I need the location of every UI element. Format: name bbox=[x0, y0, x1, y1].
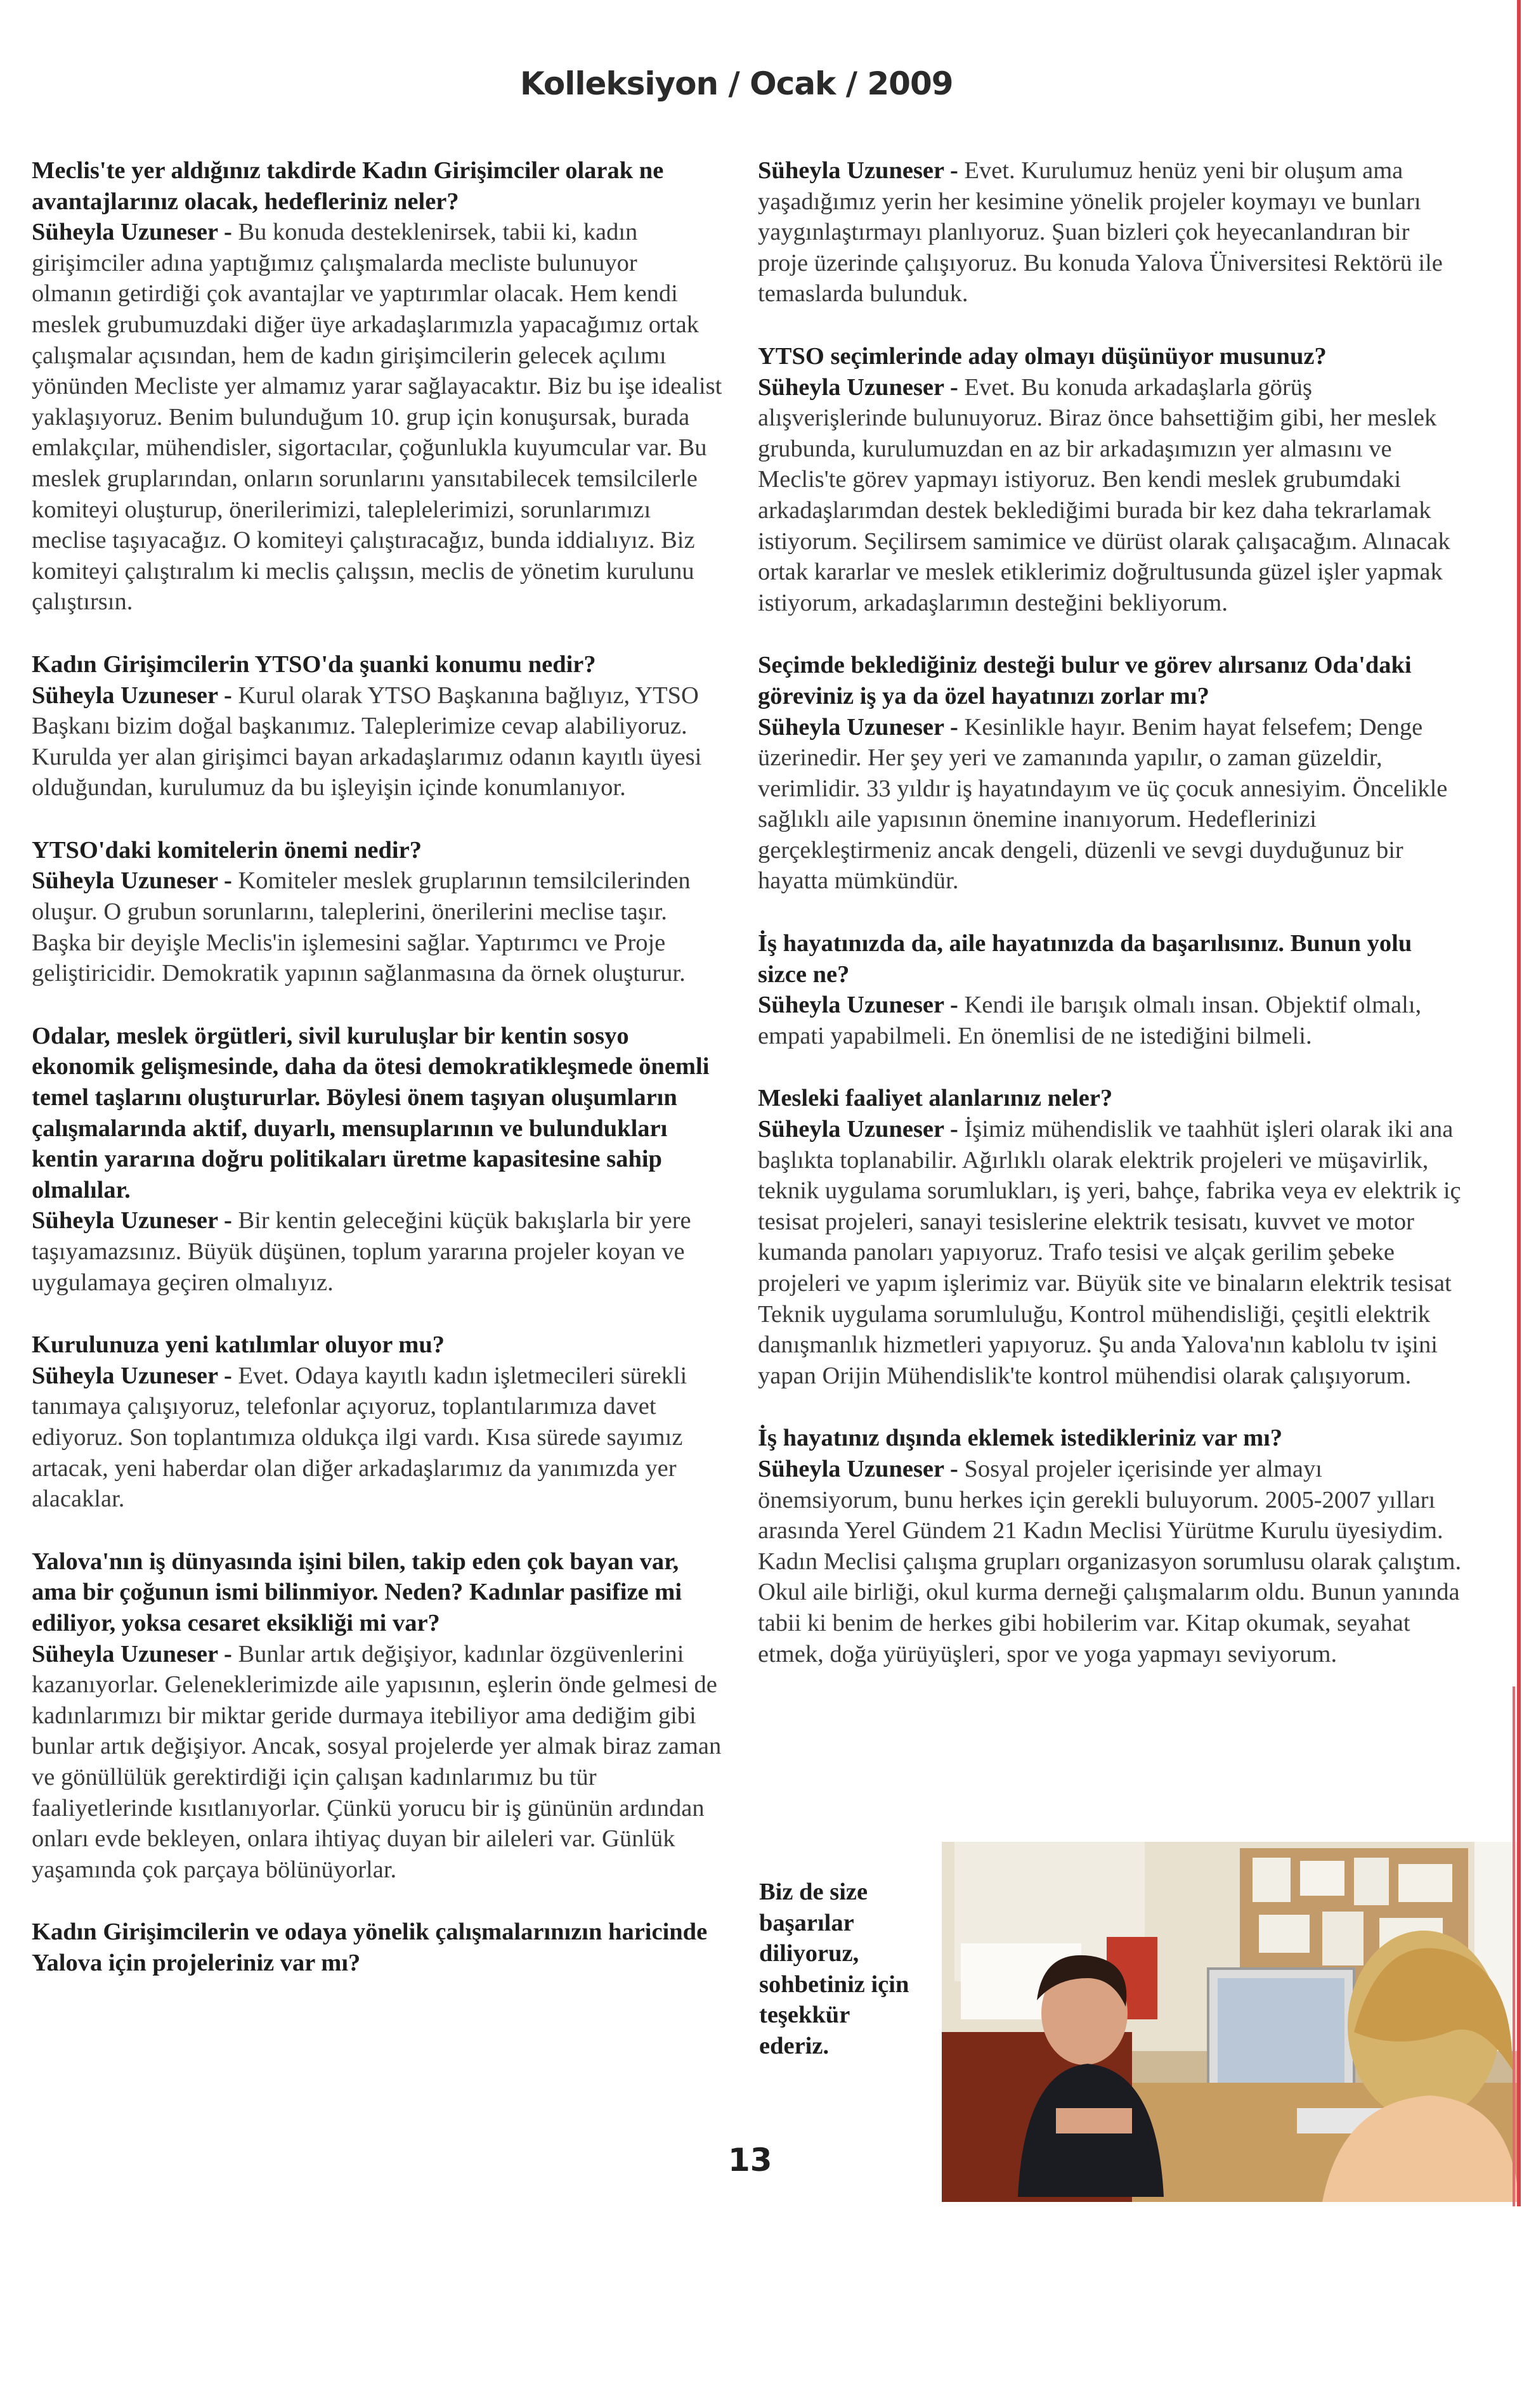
qa-block bbox=[758, 1423, 1465, 1669]
answer-text: Kurul olarak YTSO Başkanına bağlıyız, YTSO Başkanı bizim doğal başkanımız. Taleplerimize cevap alabiliyoruz. Kurulda yer alan girişimci bayan arkadaşlarımız odanın kayıtlı üyesi olduğundan, kurulumuz da bu işleyişin içinde konumlanıyor. bbox=[32, 682, 702, 801]
page-header: Kolleksiyon / Ocak / 2009 bbox=[520, 65, 953, 102]
qa-block bbox=[32, 155, 723, 618]
qa-block bbox=[758, 928, 1465, 1051]
question: İş hayatınız dışında eklemek istedikleriniz var mı? bbox=[758, 1425, 1283, 1452]
question: Kurulunuza yeni katılımlar oluyor mu? bbox=[32, 1331, 445, 1359]
answer bbox=[32, 680, 723, 803]
interview-photo bbox=[942, 1842, 1519, 2202]
speaker-name: Süheyla Uzuneser - bbox=[758, 713, 958, 741]
qa-block bbox=[32, 1546, 723, 1886]
answer bbox=[758, 1114, 1465, 1391]
question: Odalar, meslek örgütleri, sivil kuruluşlar bir kentin sosyo ekonomik gelişmesinde, daha da ötesi demokratikleşmede önemli temel taşlarını oluştururlar. Böylesi önem taşıyan oluşumların çalışmalarında aktif, duyarlı, mensuplarının ve bulundukları kentin yararına doğru politikaları üretme kapasitesine sahip olmalılar. bbox=[32, 1022, 710, 1203]
speaker-name: Süheyla Uzuneser - bbox=[758, 1455, 958, 1482]
answer-text: Bir kentin geleceğini küçük bakışlarla bir yere taşıyamazsınız. Büyük düşünen, toplum yararına projeler koyan ve uygulamaya geçiren olmalıyız. bbox=[32, 1207, 691, 1296]
speaker-name: Süheyla Uzuneser - bbox=[758, 373, 958, 401]
answer-text: Evet. Bu konuda arkadaşlarla görüş alışverişlerinde bulunuyoruz. Biraz önce bahsettiğim gibi, her meslek grubunda, kurulumuzdan en az bir arkadaşımızın yer almasını ve Meclis'te görev yapmayı istiyoruz. Ben kendi meslek grubumdaki arkadaşlarımdan destek beklediğimi burada bir kez daha tekrarlamak istiyorum. Seçilirsem samimice ve dürüst olarak çalışacağım. Alınacak ortak kararlar ve meslek etiklerimiz doğrultusunda güzel işler yapmak istiyorum, arkadaşlarımın desteğini bekliyorum. bbox=[758, 373, 1450, 616]
accent-rule bbox=[1517, 0, 1521, 2206]
qa-block bbox=[758, 341, 1465, 618]
answer-text: Kesinlikle hayır. Benim hayat felsefem; Denge üzerinedir. Her şey yeri ve zamanında yapılır, o zaman güzeldir, verimlidir. 33 yıldır iş hayatındayım ve üç çocuk annesiyim. Öncelikle sağlıklı aile yapısının önemine inanıyorum. Hedeflerinizi gerçekleştirmeniz ancak dengeli, düzenli ve sevgi duyduğunuz bir hayatta mümkündür. bbox=[758, 713, 1448, 895]
answer bbox=[758, 155, 1465, 309]
right-column bbox=[758, 155, 1465, 1701]
question: Mesleki faaliyet alanlarınız neler? bbox=[758, 1085, 1113, 1112]
speaker-name: Süheyla Uzuneser - bbox=[32, 682, 232, 709]
answer-text: Bunlar artık değişiyor, kadınlar özgüvenlerini kazanıyorlar. Geleneklerimizde aile yapısının, eşlerin önde gelmesi de kadınlarımızı bir miktar geride durmaya itebiliyor ama dediğim gibi bunlar artık değişiyor. Ancak, sosyal projelerde yer almak biraz zaman ve gönüllülük gerektirdiği için çalışan kadınlarımız bu tür faaliyetlerinde kısıtlanıyorlar. Çünkü yorucu bir iş gününün ardından onları evde bekleyen, onlara ihtiyaç duyan bir aileleri var. Günlük yaşamında çok parçaya bölünüyorlar. bbox=[32, 1640, 722, 1883]
answer-text: Evet. Odaya kayıtlı kadın işletmecileri sürekli tanımaya çalışıyoruz, telefonlar açıyoruz, toplantılarımıza davet ediyoruz. Son toplantımıza oldukça ilgi vardı. Kısa sürede sayımız artacak, yeni haberdar olan diğer arkadaşlarımız da yanımızda yer alacaklar. bbox=[32, 1362, 687, 1513]
qa-block bbox=[32, 1330, 723, 1515]
answer bbox=[758, 990, 1465, 1051]
qa-block bbox=[758, 1083, 1465, 1391]
speaker-name: Süheyla Uzuneser - bbox=[758, 157, 958, 184]
question: İş hayatınızda da, aile hayatınızda da başarılısınız. Bunun yolu sizce ne? bbox=[758, 930, 1412, 988]
answer bbox=[32, 217, 723, 618]
speaker-name: Süheyla Uzuneser - bbox=[758, 1116, 958, 1143]
speaker-name: Süheyla Uzuneser - bbox=[32, 219, 232, 246]
answer bbox=[758, 712, 1465, 897]
question: YTSO seçimlerinde aday olmayı düşünüyor musunuz? bbox=[758, 342, 1327, 370]
answer-text: Bu konuda desteklenirsek, tabii ki, kadın girişimciler adına yaptığımız çalışmalarda mecliste bulunuyor olmanın getirdiği çok avantajlar ve yaptırımlar olacak. Hem kendi meslek grubumuzdaki diğer üye arkadaşlarımızla yapacağımız ortak çalışmalar açısından, hem de kadın girişimcilerin gelecek açılımı yönünden Mecliste yer almamız yarar sağlayacaktır. Biz bu işe idealist yaklaşıyoruz. Benim bulunduğum 10. grup için konuşursak, burada emlakçılar, mühendisler, sigortacılar, çoğunlukla kuyumcular var. Bu meslek gruplarından, onların sorunlarını yansıtabilecek temsilcilerle komiteyi oluşturup, önerilerimizi, taleplelerimizi, sorunlarımızı meclise taşıyacağız. O komiteyi çalıştıracağız, bunda iddialıyız. Biz komiteyi çalıştıralım ki meclis çalışsın, meclis de yönetim kurulunu çalıştırsın. bbox=[32, 219, 722, 616]
question: Meclis'te yer aldığınız takdirde Kadın Girişimciler olarak ne avantajlarınız olacak, hedefleriniz neler? bbox=[32, 157, 664, 215]
qa-block bbox=[32, 1021, 723, 1298]
speaker-name: Süheyla Uzuneser - bbox=[32, 1207, 232, 1234]
qa-block bbox=[758, 155, 1465, 309]
qa-block bbox=[32, 835, 723, 989]
answer-text: Kendi ile barışık olmalı insan. Objektif olmalı, empati yapabilmeli. En önemlisi de ne istediğini bilmeli. bbox=[758, 992, 1422, 1049]
question: Seçimde beklediğiniz desteği bulur ve görev alırsanız Oda'daki göreviniz iş ya da özel hayatınızı zorlar mı? bbox=[758, 652, 1412, 709]
page-number: 13 bbox=[728, 2142, 772, 2178]
answer-text: Evet. Kurulumuz henüz yeni bir oluşum ama yaşadığımız yerin her kesimine yönelik projeler koymayı ve bunları yaygınlaştırmayı planlıyoruz. Şuan bizleri çok heyecanlandıran bir proje üzerinde çalışıyoruz. Bu konuda Yalova Üniversitesi Rektörü ile temaslarda bulunduk. bbox=[758, 157, 1443, 307]
accent-rule-secondary bbox=[1513, 1686, 1515, 2206]
answer-text: Sosyal projeler içerisinde yer almayı önemsiyorum, bunu herkes için gerekli buluyorum. 2005-2007 yılları arasında Yerel Gündem 21 Kadın Meclisi Yürütme Kurulu üyesiydim. Kadın Meclisi çalışma grupları organizasyon sorumlusu olarak çalıştım. Okul aile birliği, okul kurma derneği çalışmalarım oldu. Bunun yanında tabii ki benim de herkes gibi hobilerim var. Kitap okumak, seyahat etmek, doğa yürüyüşleri, spor ve yoga yapmayı seviyorum. bbox=[758, 1455, 1462, 1667]
answer bbox=[758, 372, 1465, 619]
answer-text: İşimiz mühendislik ve taahhüt işleri olarak iki ana başlıkta toplanabilir. Ağırlıklı olarak elektrik projeleri ve müşavirlik, teknik uygulama sorumlukları, iş yeri, bahçe, fabrika veya ev elektrik iç tesisat projeleri, sanayi tesislerine elektrik tesisatı, kuvvet ve motor kumanda panoları yapıyoruz. Trafo tesisi ve alçak gerilim şebeke projeleri ve yapım işlerimiz var. Büyük site ve binaların elektrik tesisat Teknik uygulama sorumluluğu, Kontrol mühendisliği, çeşitli elektrik danışmanlık hizmetleri yapıyoruz. Şu anda Yalova'nın kablolu tv işini yapan Orijin Mühendislik'te kontrol mühendisi olarak çalışıyorum. bbox=[758, 1116, 1461, 1389]
answer bbox=[32, 1205, 723, 1298]
speaker-name: Süheyla Uzuneser - bbox=[32, 1640, 232, 1667]
speaker-name: Süheyla Uzuneser - bbox=[758, 992, 958, 1019]
question: Kadın Girişimcilerin YTSO'da şuanki konumu nedir? bbox=[32, 651, 596, 678]
question: Yalova'nın iş dünyasında işini bilen, takip eden çok bayan var, ama bir çoğunun ismi bilinmiyor. Neden? Kadınlar pasifize mi ediliyor, yoksa cesaret eksikliği mi var? bbox=[32, 1548, 682, 1636]
speaker-name: Süheyla Uzuneser - bbox=[32, 1362, 232, 1389]
answer bbox=[758, 1454, 1465, 1669]
answer bbox=[32, 1361, 723, 1515]
answer-text: Komiteler meslek gruplarının temsilcilerinden oluşur. O grubun sorunlarını, taleplerini, önerilerini meclise taşır. Başka bir deyişle Meclis'in işlemesini sağlar. Yaptırımcı ve Proje geliştiricidir. Demokratik yapının sağlanmasına da örnek oluşturur. bbox=[32, 867, 691, 987]
qa-block bbox=[32, 649, 723, 803]
qa-block bbox=[758, 650, 1465, 897]
question: Kadın Girişimcilerin ve odaya yönelik çalışmalarınızın haricinde Yalova için projeleriniz var mı? bbox=[32, 1919, 708, 1976]
answer bbox=[32, 865, 723, 988]
question: YTSO'daki komitelerin önemi nedir? bbox=[32, 836, 422, 864]
answer bbox=[32, 1639, 723, 1886]
qa-block bbox=[32, 1917, 723, 1978]
speaker-name: Süheyla Uzuneser - bbox=[32, 867, 232, 895]
left-column bbox=[32, 155, 723, 2010]
closing-caption: Biz de size başarılar diliyoruz, sohbetiniz için teşekkür ederiz. bbox=[759, 1879, 909, 2059]
